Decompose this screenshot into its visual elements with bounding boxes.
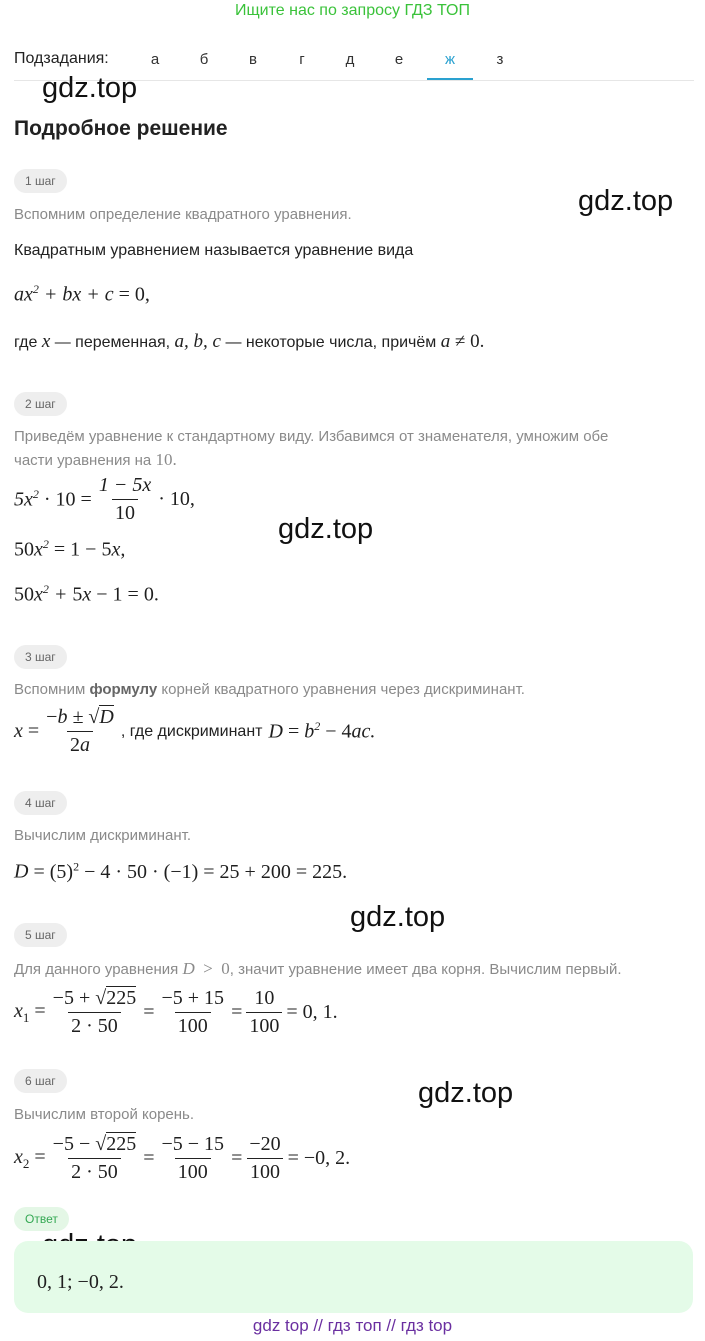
watermark: gdz.top: [42, 72, 138, 104]
tab-zh[interactable]: ж: [444, 51, 456, 68]
tab-z[interactable]: з: [496, 51, 504, 68]
step-1-general-form: $ax^2$ + bx + c = 0,: [14, 282, 150, 306]
step-5-root-1: $x_1$ = $\frac{-5 + √225}{2 \cdot 50}$ = $\frac{-5 + 15}{100}$ = $\frac{10}{100}$ = 0, 1.: [14, 987, 338, 1037]
tab-e[interactable]: е: [394, 51, 404, 68]
answer-badge: Ответ: [14, 1207, 69, 1231]
step-4-badge: 4 шаг: [14, 791, 67, 815]
answer-value: 0, 1; −0, 2.: [37, 1271, 124, 1293]
tab-d[interactable]: д: [345, 51, 355, 68]
step-3-hint: Вспомним формулу корней квадратного уравнения через дискриминант.: [14, 681, 525, 698]
step-2-eq-3: $50x^2 + 5x - 1 = 0$.: [14, 582, 159, 606]
subtasks-label: Подзадания:: [14, 50, 109, 67]
step-2-eq-1: $5x^2 \cdot 10$ = $\frac{1 - 5x}{10}$ · 10,: [14, 474, 195, 524]
section-title: Подробное решение: [14, 117, 228, 140]
step-5-hint: Для данного уравнения D > 0, значит уравнение имеет два корня. Вычислим первый.: [14, 959, 622, 978]
footer-links[interactable]: gdz top // гдз топ // гдз top: [252, 1316, 453, 1335]
step-3-formula: x = $\frac{-b \pm √D}{2a}$ , где дискриминант $D = b^2 - 4ac$.: [14, 706, 376, 756]
step-2-eq-2: $50x^2 = 1 - 5x$,: [14, 537, 126, 561]
watermark: gdz.top: [278, 513, 374, 545]
watermark: gdz.top: [350, 901, 446, 933]
tab-v[interactable]: в: [249, 51, 257, 68]
step-1-hint: Вспомним определение квадратного уравнения.: [14, 206, 352, 223]
step-2-hint-line1: Приведём уравнение к стандартному виду. Избавимся от знаменателя, умножим обе: [14, 428, 609, 445]
where-prefix: где: [14, 334, 38, 351]
step-2-hint-line2: части уравнения на 10.: [14, 450, 177, 469]
step-3-badge: 3 шаг: [14, 645, 67, 669]
watermark: gdz.top: [578, 185, 674, 217]
top-banner: Ищите нас по запросу ГДЗ ТОП: [235, 2, 470, 19]
where-mid2: — некоторые числа, причём: [225, 334, 437, 351]
step-2-badge: 2 шаг: [14, 392, 67, 416]
step-6-badge: 6 шаг: [14, 1069, 67, 1093]
step-5-badge: 5 шаг: [14, 923, 67, 947]
step-1-badge: 1 шаг: [14, 169, 67, 193]
step-6-root-2: $x_2$ = $\frac{-5 - √225}{2 \cdot 50}$ = $\frac{-5 - 15}{100}$ = $\frac{-20}{100}$ = −0, 2.: [14, 1133, 351, 1183]
step-1-conditions: где x — переменная, a, b, c — некоторые числа, причём a ≠ 0.: [14, 331, 485, 352]
watermark: gdz.top: [418, 1077, 514, 1109]
where-mid1: — переменная,: [54, 334, 171, 351]
step-1-definition: Квадратным уравнением называется уравнение вида: [14, 242, 414, 259]
step-4-discriminant: $D = (5)^2 - 4 \cdot 50 \cdot (-1) = 25 + 200 = 225$.: [14, 859, 348, 883]
tab-g[interactable]: г: [299, 51, 305, 68]
tab-b[interactable]: б: [199, 51, 209, 68]
tab-a[interactable]: а: [150, 51, 160, 68]
step-6-hint: Вычислим второй корень.: [14, 1106, 195, 1123]
step-4-hint: Вычислим дискриминант.: [14, 827, 191, 844]
